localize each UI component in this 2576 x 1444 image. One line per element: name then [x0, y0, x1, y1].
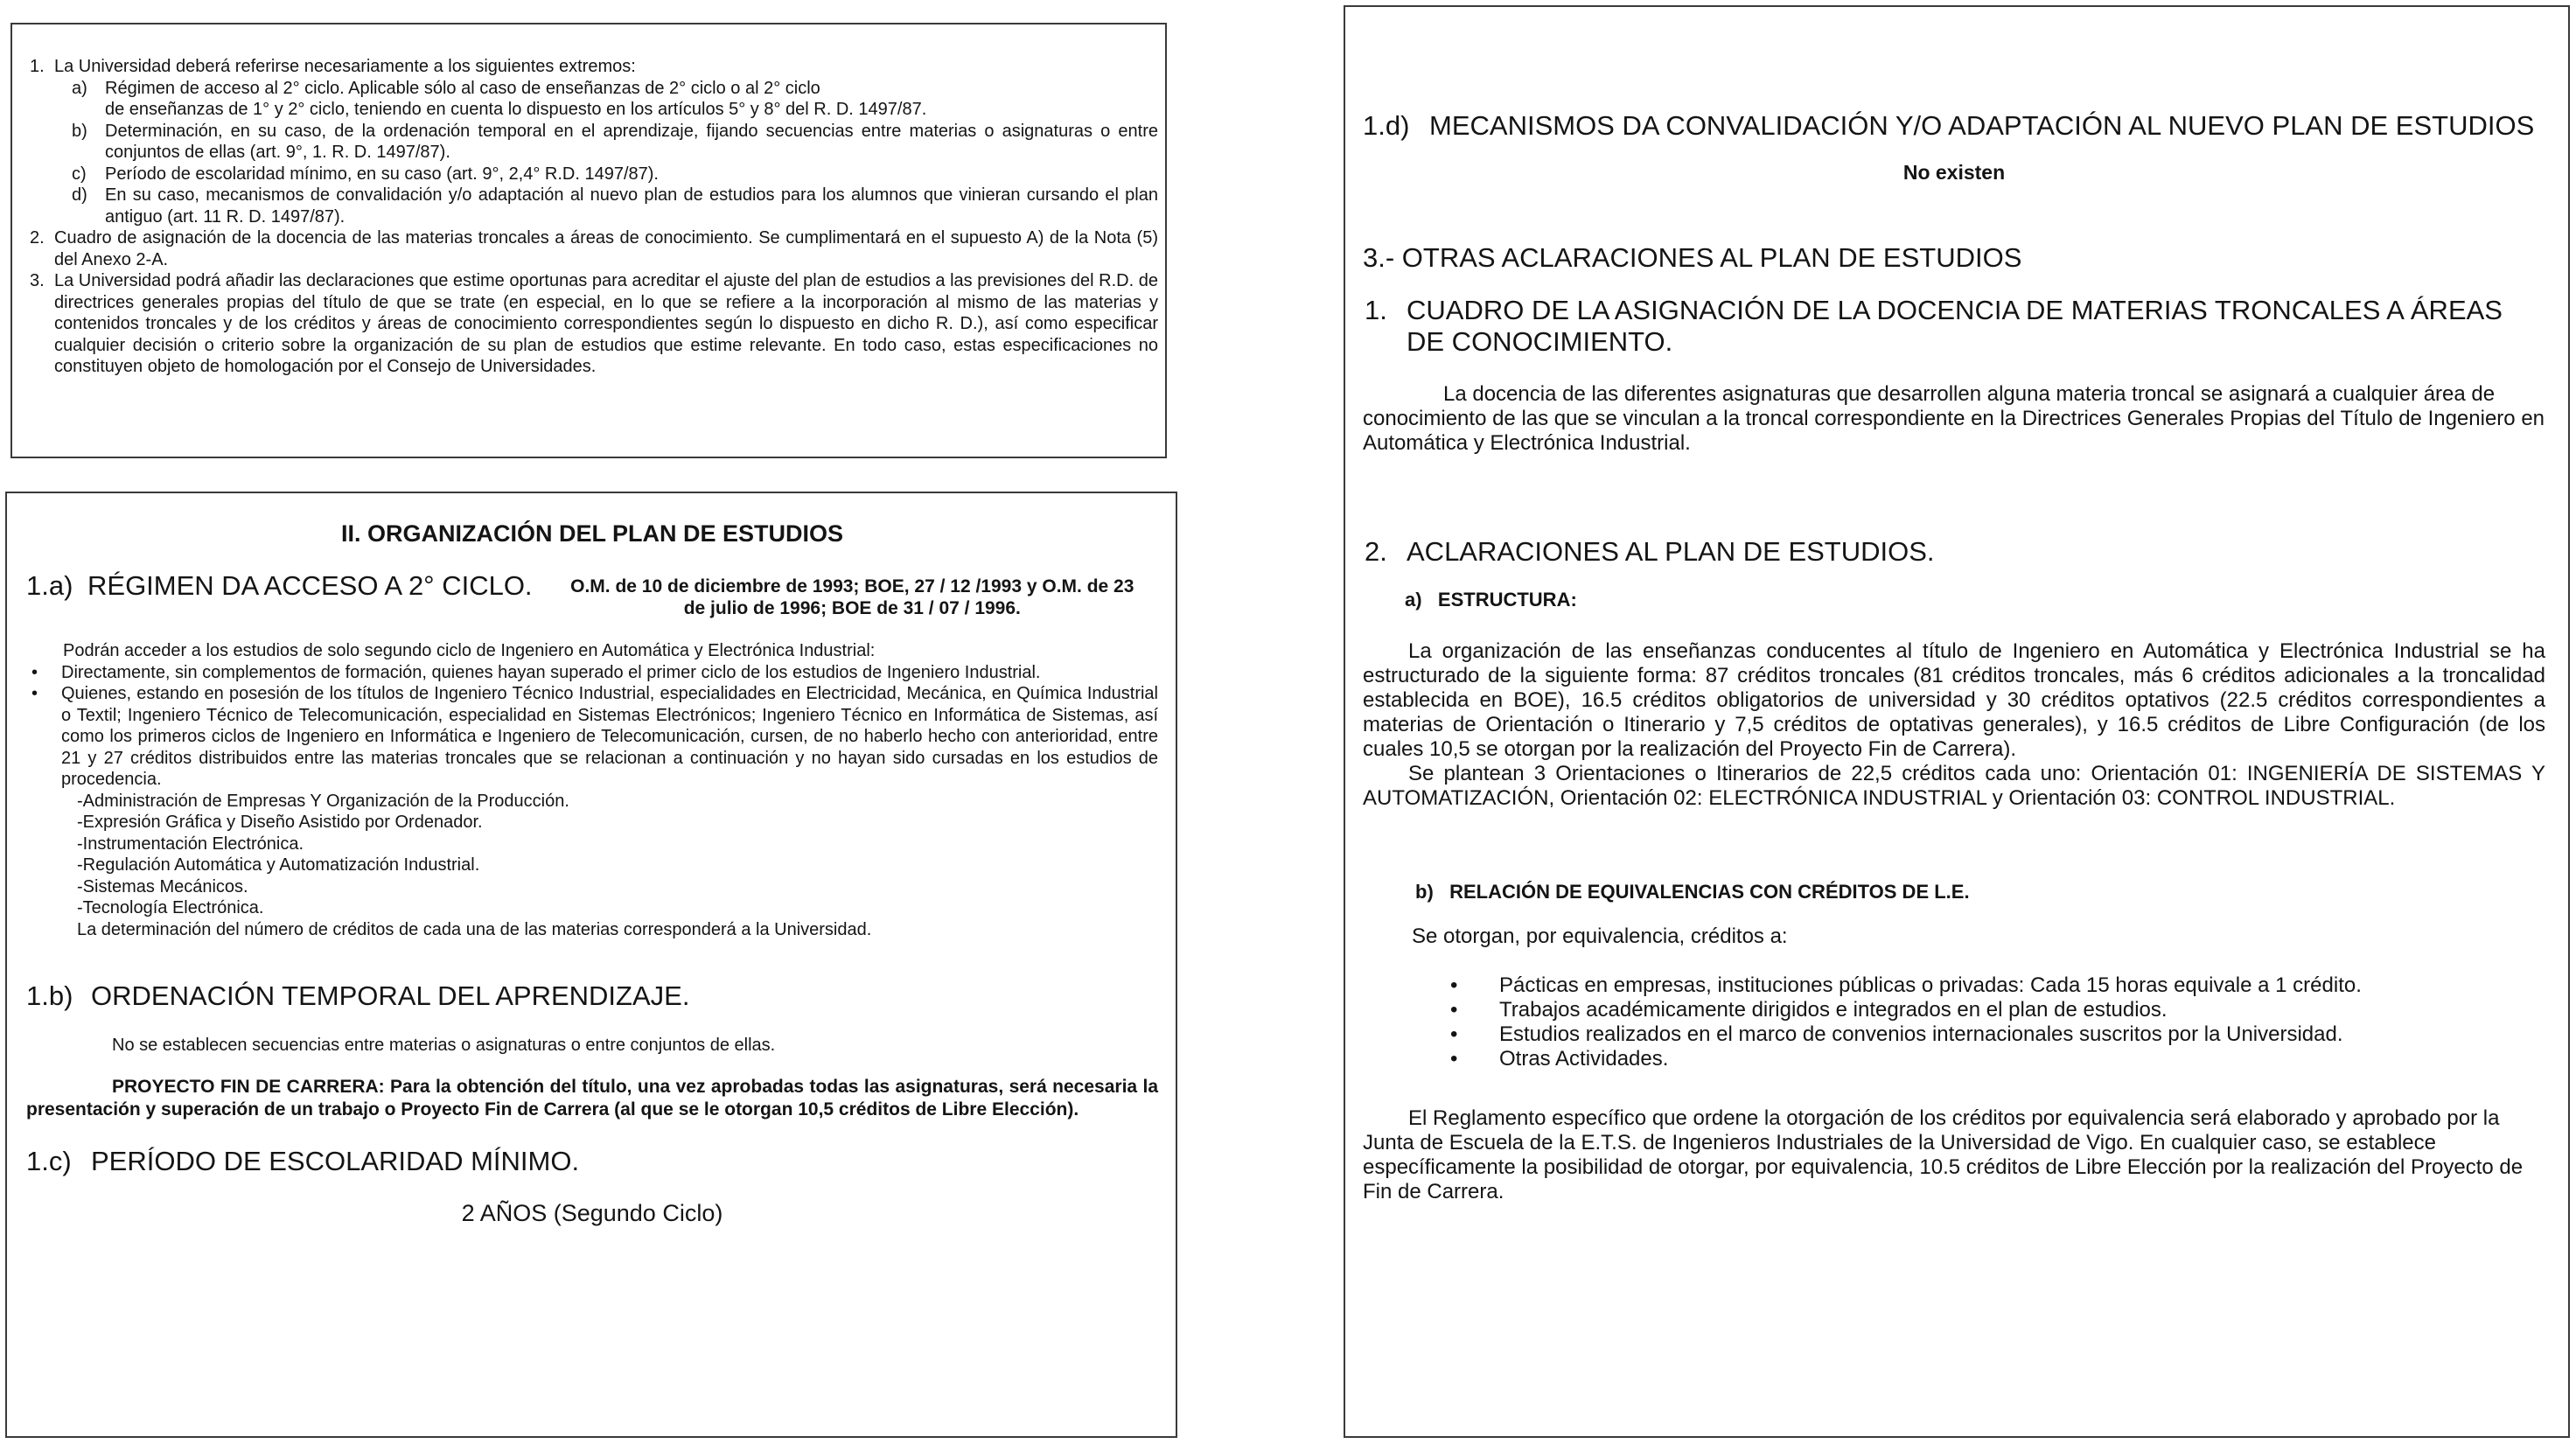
access-bullet-list — [26, 662, 1158, 791]
organization-box — [5, 492, 1177, 1438]
bullet-text: Pácticas en empresas, instituciones públicas o privadas: Cada 15 horas equivale a 1 crédito. — [1499, 973, 2362, 997]
section-number: 1.a) — [26, 570, 73, 601]
subsection-b-header — [1363, 881, 2545, 903]
list-item — [1363, 1022, 2545, 1047]
list-item: -Regulación Automática y Automatización Industrial. — [77, 855, 480, 875]
note-subitem — [12, 164, 1158, 185]
subitem-letter: c) — [72, 164, 87, 184]
subitem-text: Régimen de acceso al 2° ciclo. Aplicable sólo al caso de enseñanzas de 2° ciclo o al 2° ciclo — [105, 78, 820, 98]
orientaciones-text: Se plantean 3 Orientaciones o Itinerarios de 22,5 créditos cada uno: Orientación 01: INGENIERÍA DE SISTEMAS Y AUTOMATIZACIÓN, Orientación 02: ELECTRÓNICA INDUSTRIAL y Orientación 03: CONTROL INDUSTRIAL. — [1363, 762, 2545, 810]
list-item — [1363, 998, 2545, 1022]
note-subitem — [12, 121, 1158, 164]
section-heading: PERÍODO DE ESCOLARIDAD MÍNIMO. — [91, 1145, 580, 1176]
section-1a-header — [26, 570, 1158, 619]
section-heading: ACLARACIONES AL PLAN DE ESTUDIOS. — [1407, 536, 1935, 567]
bullet-text: Otras Actividades. — [1499, 1047, 1669, 1071]
section-heading: 3.- OTRAS ACLARACIONES AL PLAN DE ESTUDIOS — [1363, 242, 2022, 273]
bullet-icon: • — [1450, 998, 1458, 1022]
list-item: -Tecnología Electrónica. — [77, 898, 264, 917]
proyecto-text: PROYECTO FIN DE CARRERA: Para la obtención del título, una vez aprobadas todas las asignaturas, será necesaria la presentación y superación de un trabajo o Proyecto Fin de Carrera (al que se le otorgan 10,5 créditos de Libre Elección). — [26, 1076, 1158, 1120]
materias-list — [26, 791, 1158, 941]
subitem-letter: d) — [72, 185, 87, 205]
note-item — [12, 227, 1158, 270]
subitem-text: Determinación, en su caso, de la ordenación temporal en el aprendizaje, fijando secuencias entre materias o asignaturas o entre conjuntos de ellas (art. 9°, 1. R. D. 1497/87). — [105, 121, 1158, 162]
escolaridad-value: 2 AÑOS (Segundo Ciclo) — [461, 1199, 723, 1226]
legal-reference: de julio de 1996; BOE de 31 / 07 / 1996. — [683, 598, 1021, 618]
note-number: 3. — [30, 271, 45, 290]
section-1c-header — [26, 1146, 1158, 1177]
subitem-letter: a) — [72, 78, 87, 98]
bullet-icon: • — [1450, 1047, 1458, 1071]
section-heading: MECANISMOS DA CONVALIDACIÓN Y/O ADAPTACIÓN AL NUEVO PLAN DE ESTUDIOS — [1429, 110, 2535, 141]
aclaraciones-box — [1344, 5, 2570, 1438]
section-number: 1.b) — [26, 980, 73, 1011]
list-item — [26, 683, 1158, 791]
closing-text: La determinación del número de créditos de cada una de las materias corresponderá a la Universidad. — [77, 919, 872, 939]
section-title: II. ORGANIZACIÓN DEL PLAN DE ESTUDIOS — [340, 520, 844, 547]
convalidacion-value: No existen — [1902, 161, 2006, 184]
subsection-heading: ESTRUCTURA: — [1437, 589, 1577, 610]
section-number: 1.c) — [26, 1145, 72, 1176]
bullet-icon: • — [31, 684, 38, 703]
bullet-icon: • — [31, 662, 38, 682]
section-heading: CUADRO DE LA ASIGNACIÓN DE LA DOCENCIA DE MATERIAS TRONCALES A ÁREAS — [1407, 295, 2503, 325]
list-item — [26, 662, 1158, 684]
note-item — [12, 270, 1158, 378]
bullet-icon: • — [1450, 973, 1458, 997]
note-text: La Universidad podrá añadir las declaraciones que estime oportunas para acreditar el ajuste del plan de estudios a las previsiones del R.D. de directrices generales propias del título de que se trate (en especial, en lo que se refiere a la incorporación al mismo de las materias y contenidos troncales y de los créditos y áreas de conocimiento correspondientes según lo dispuesto en dicho R. D.), así como especificar cualquier decisión o criterio sobre la organización de su plan de estudios que estime relevante. En todo caso, estas especificaciones no constituyen objeto de homologación por el Consejo de Universidades. — [54, 271, 1158, 376]
notes-box — [10, 23, 1167, 458]
equivalencias-list — [1363, 973, 2545, 1071]
subsection-heading: RELACIÓN DE EQUIVALENCIAS CON CRÉDITOS DE L.E. — [1449, 881, 1970, 903]
list-item: -Instrumentación Electrónica. — [77, 834, 304, 854]
subsection-a-header — [1363, 589, 2545, 611]
section-heading: DE CONOCIMIENTO. — [1407, 326, 1673, 357]
section-1b-header — [26, 980, 1158, 1012]
access-intro: Podrán acceder a los estudios de solo segundo ciclo de Ingeniero en Automática y Electrónica Industrial: — [63, 641, 876, 660]
bullet-text: Trabajos académicamente dirigidos e integrados en el plan de estudios. — [1499, 998, 2168, 1022]
subitem-text: Período de escolaridad mínimo, en su caso (art. 9°, 2,4° R.D. 1497/87). — [105, 164, 659, 184]
list-item — [1363, 973, 2545, 998]
section-number: 1. — [1365, 295, 1387, 325]
note-number: 1. — [30, 57, 45, 76]
section-number: 1.d) — [1363, 110, 1410, 141]
list-item: -Expresión Gráfica y Diseño Asistido por Ordenador. — [77, 813, 483, 832]
legal-reference: O.M. de 10 de diciembre de 1993; BOE, 27 / 12 /1993 y O.M. de 23 — [570, 576, 1134, 596]
reglamento-text: El Reglamento específico que ordene la otorgación de los créditos por equivalencia será elaborado y aprobado por la Junta de Escuela de la E.T.S. de Ingenieros Industriales de la Universidad de Vigo. En cualquier caso, se establece específicamente la posibilidad de otorgar, por equivalencia, 10.5 créditos de Libre Elección por la realización del Proyecto de Fin de Carrera. — [1363, 1106, 2524, 1203]
subitem-letter: b) — [72, 121, 87, 141]
subsection-label: a) — [1405, 589, 1422, 610]
list-item: -Administración de Empresas Y Organización de la Producción. — [77, 791, 569, 811]
note-subitem — [12, 78, 1158, 121]
note-number: 2. — [30, 228, 45, 248]
note-text: La Universidad deberá referirse necesariamente a los siguientes extremos: — [54, 57, 636, 76]
bullet-text: Directamente, sin complementos de formación, quienes hayan superado el primer ciclo de los estudios de Ingeniero Industrial. — [61, 662, 1041, 682]
section-heading: ORDENACIÓN TEMPORAL DEL APRENDIZAJE. — [91, 980, 690, 1011]
ordenacion-text: No se establecen secuencias entre materias o asignaturas o entre conjuntos de ellas. — [112, 1036, 776, 1055]
subsection-label: b) — [1415, 881, 1434, 903]
bullet-icon: • — [1450, 1022, 1458, 1046]
bullet-text: Estudios realizados en el marco de convenios internacionales suscritos por la Universidad. — [1499, 1022, 2343, 1046]
note-item — [12, 56, 1158, 78]
list-item: -Sistemas Mecánicos. — [77, 876, 248, 896]
section-number: 2. — [1365, 536, 1387, 567]
subitem-text: de enseñanzas de 1° y 2° ciclo, teniendo en cuenta lo dispuesto en los artículos 5° y 8° del R. D. 1497/87. — [105, 100, 927, 119]
aclaraciones-header — [1363, 536, 2545, 568]
note-text: Cuadro de asignación de la docencia de las materias troncales a áreas de conocimiento. Se cumplimentará en el supuesto A) de la Nota (5) del Anexo 2-A. — [54, 228, 1158, 269]
bullet-text: Quienes, estando en posesión de los títulos de Ingeniero Técnico Industrial, especialidades en Electricidad, Mecánica, en Química Industrial o Textil; Ingeniero Técnico de Telecomunicación, especialidad en Sistemas Electrónicos; Ingeniero Técnico en Informática de Sistemas, así como los primeros ciclos de Ingeniero en Informática e Ingeniero de Telecomunicación, cursen, de no haberlo hecho con anterioridad, entre 21 y 27 créditos distribuidos entre las materias troncales que se relacionan a continuación y no hayan sido cursadas en los estudios de procedencia. — [61, 684, 1158, 789]
list-item — [1363, 1047, 2545, 1071]
note-subitem — [12, 185, 1158, 227]
subitem-text: En su caso, mecanismos de convalidación y/o adaptación al nuevo plan de estudios para los alumnos que vinieran cursando el plan antiguo (art. 11 R. D. 1497/87). — [105, 185, 1158, 227]
cuadro-text: La docencia de las diferentes asignaturas que desarrollen alguna materia troncal se asignará a cualquier área de conocimiento de las que se vinculan a la troncal correspondiente en la Directrices Generales Propias del Título de Ingeniero en Automática y Electrónica Industrial. — [1363, 382, 2545, 455]
cuadro-header — [1363, 295, 2545, 358]
section-1d-header — [1363, 110, 2545, 142]
equivalencias-intro: Se otorgan, por equivalencia, créditos a: — [1412, 924, 1788, 948]
estructura-text: La organización de las enseñanzas conducentes al título de Ingeniero en Automática y Electrónica Industrial se ha estructurado de la siguiente forma: 87 créditos troncales (81 créditos troncales, más 6 créditos adicionales a la troncalidad establecida en BOE), 16.5 créditos obligatorios de universidad y 30 créditos optativos (22.5 créditos correspondientes a materias de Orientación o Itinerario y 7,5 créditos de optativas generales), y 16.5 créditos de Libre Configuración (de los cuales 10,5 se otorgan por la realización del Proyecto Fin de Carrera). — [1363, 639, 2545, 761]
section-heading: RÉGIMEN DA ACCESO A 2° CICLO. — [87, 570, 533, 601]
